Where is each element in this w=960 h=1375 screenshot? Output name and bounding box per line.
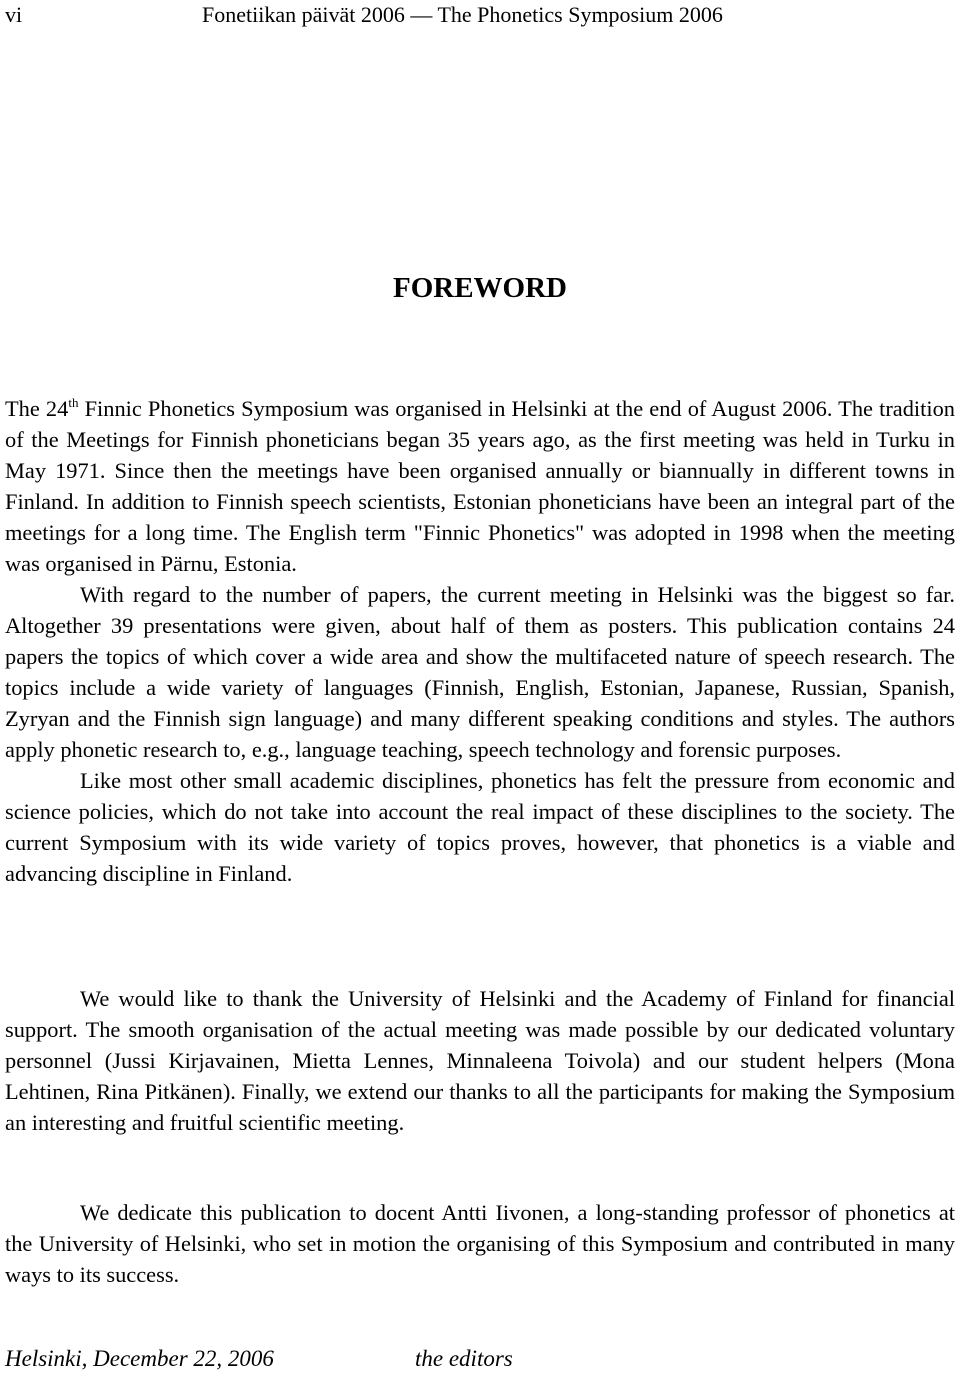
dedication — [5, 1197, 955, 1290]
page-title: FOREWORD — [393, 272, 567, 304]
page-number: vi — [5, 2, 23, 27]
paragraph-history-start: The 24 — [5, 396, 69, 421]
paragraph-discipline: Like most other small academic disciplines, phonetics has felt the pressure from economic and science policies, which do not take into account the real impact of these disciplines to the society. The current Symposium with its wide variety of topics proves, however, that phonetics is a viable and advancing discipline in Finland. — [5, 768, 955, 886]
ordinal-suffix: th — [68, 395, 79, 410]
running-title: Fonetiikan päivät 2006 — The Phonetics Symposium 2006 — [202, 2, 723, 27]
paragraph-history-rest: Finnic Phonetics Symposium was organised in Helsinki at the end of August 2006. The tradition of the Meetings for Finnish phoneticians began 35 years ago, as the first meeting was held in Turku in May 1971. Since then the meetings have been organised annually or biannually in different towns in Finland. In addition to Finnish speech scientists, Estonian phoneticians have been an integral part of the meetings for a long time. The English term "Finnic Phonetics" was adopted in 1998 when the meeting was organised in Pärnu, Estonia. — [5, 396, 955, 576]
paragraph-dedication: We dedicate this publication to docent Antti Iivonen, a long-standing professor of phonetics at the University of Helsinki, who set in motion the organising of this Symposium and contributed in many ways to its success. — [5, 1200, 955, 1287]
paragraph-history — [5, 393, 955, 579]
place-date: Helsinki, December 22, 2006 — [5, 1346, 274, 1371]
foreword-body — [5, 393, 955, 889]
paragraph-thanks: We would like to thank the University of Helsinki and the Academy of Finland for financial support. The smooth organisation of the actual meeting was made possible by our dedicated voluntary personnel (Jussi Kirjavainen, Mietta Lennes, Minnaleena Toivola) and our student helpers (Mona Lehtinen, Rina Pitkänen). Finally, we extend our thanks to all the participants for making the Symposium an interesting and fruitful scientific meeting. — [5, 986, 955, 1135]
editors-signature: the editors — [415, 1346, 513, 1371]
acknowledgements — [5, 983, 955, 1138]
signature-line — [5, 1343, 945, 1375]
running-header — [5, 0, 945, 30]
paragraph-papers: With regard to the number of papers, the current meeting in Helsinki was the biggest so far. Altogether 39 presentations were given, about half of them as posters. This publication contains 24 papers the topics of which cover a wide area and show the multifaceted nature of speech research. The topics include a wide variety of languages (Finnish, English, Estonian, Japanese, Russian, Spanish, Zyryan and the Finnish sign language) and many different speaking conditions and styles. The authors apply phonetic research to, e.g., language teaching, speech technology and forensic purposes. — [5, 582, 955, 762]
